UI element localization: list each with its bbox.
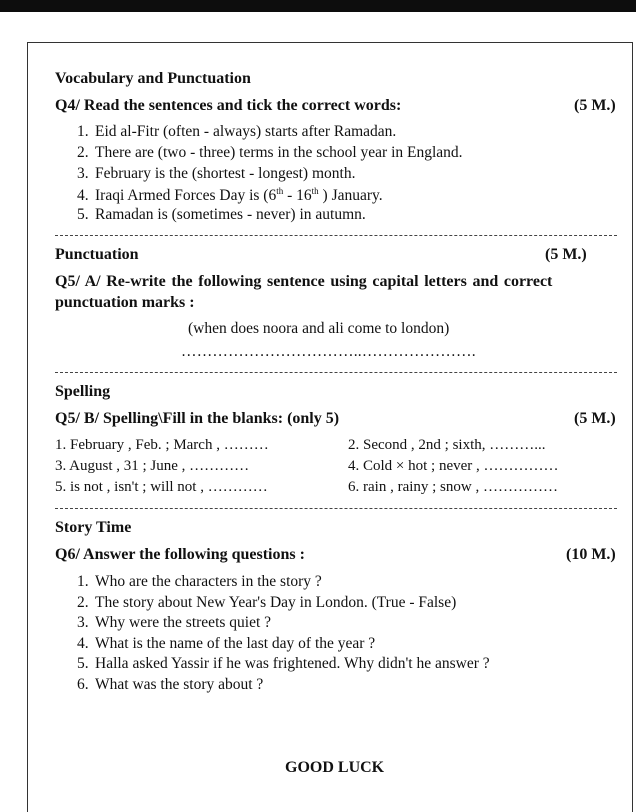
section-divider bbox=[55, 235, 617, 236]
q4-question: Q4/ Read the sentences and tick the correct words: bbox=[55, 97, 402, 114]
spelling-heading: Spelling bbox=[55, 383, 111, 400]
spelling-item: 5. is not , isn't ; will not , ………… bbox=[55, 479, 268, 495]
story-item: 5. Halla asked Yassir if he was frightened. Why didn't he answer ? bbox=[77, 655, 490, 672]
vocab-item: 4. Iraqi Armed Forces Day is (6th - 16th ) January. bbox=[77, 186, 383, 205]
vocab-item: 2. There are (two - three) terms in the school year in England. bbox=[77, 144, 463, 161]
section-divider bbox=[55, 372, 617, 373]
q5a-marks: (5 M.) bbox=[545, 246, 587, 263]
vocab-item: 1. Eid al-Fitr (often - always) starts after Ramadan. bbox=[77, 123, 397, 140]
story-item: 1. Who are the characters in the story ? bbox=[77, 573, 322, 590]
vocab-item: 5. Ramadan is (sometimes - never) in autumn. bbox=[77, 206, 366, 223]
sentence-to-rewrite: (when does noora and ali come to london) bbox=[188, 320, 450, 337]
spelling-item: 4. Cold × hot ; never , …………… bbox=[348, 458, 559, 474]
story-item: 4. What is the name of the last day of the year ? bbox=[77, 635, 376, 652]
q5a-question: Q5/ A/ Re-write the following sentence using capital letters and correct bbox=[55, 273, 553, 290]
story-item: 2. The story about New Year's Day in London. (True - False) bbox=[77, 594, 457, 611]
q6-marks: (10 M.) bbox=[566, 546, 616, 563]
story-heading: Story Time bbox=[55, 519, 132, 536]
good-luck-footer: GOOD LUCK bbox=[285, 759, 385, 776]
story-item: 6. What was the story about ? bbox=[77, 676, 264, 693]
spelling-item: 6. rain , rainy ; snow , …………… bbox=[348, 479, 558, 495]
answer-blank-line: ……………………………..…………………. bbox=[181, 343, 476, 360]
q4-marks: (5 M.) bbox=[574, 97, 616, 114]
spelling-item: 1. February , Feb. ; March , ……… bbox=[55, 437, 269, 453]
top-black-bar bbox=[0, 0, 636, 12]
vocab-item: 3. February is the (shortest - longest) month. bbox=[77, 165, 356, 182]
q5a-question-cont: punctuation marks : bbox=[55, 294, 195, 311]
q5b-question: Q5/ B/ Spelling\Fill in the blanks: (only 5) bbox=[55, 410, 340, 427]
spelling-item: 3. August , 31 ; June , ………… bbox=[55, 458, 250, 474]
spelling-item: 2. Second , 2nd ; sixth, ………... bbox=[348, 437, 546, 453]
q6-question: Q6/ Answer the following questions : bbox=[55, 546, 305, 563]
q5b-marks: (5 M.) bbox=[574, 410, 616, 427]
punctuation-heading: Punctuation bbox=[55, 246, 139, 263]
section-divider bbox=[55, 508, 617, 509]
vocab-heading: Vocabulary and Punctuation bbox=[55, 70, 251, 87]
story-item: 3. Why were the streets quiet ? bbox=[77, 614, 272, 631]
